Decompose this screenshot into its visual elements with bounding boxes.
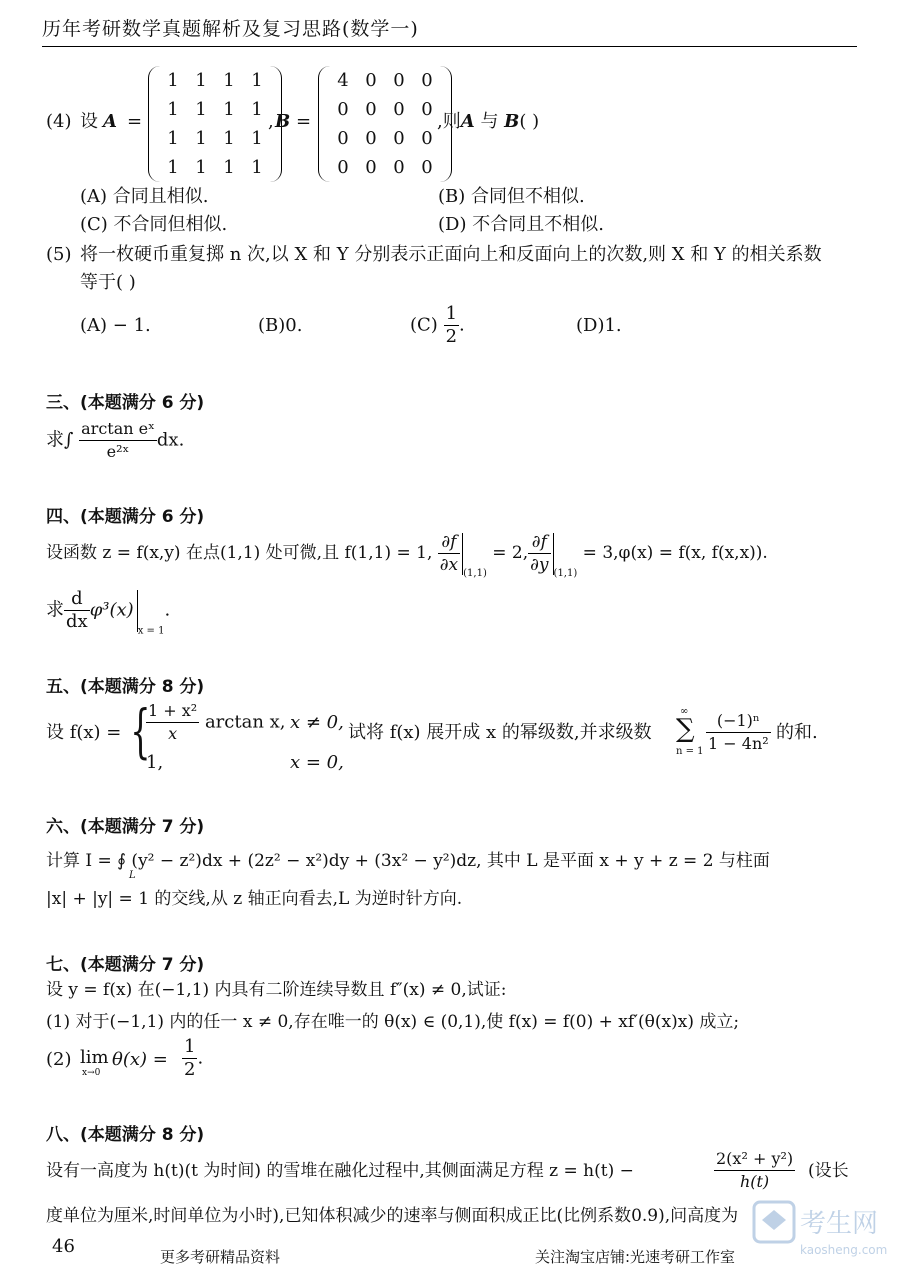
matrix-a-cell: 1	[167, 70, 179, 91]
section-5-sum-bottom: n = 1	[676, 746, 704, 757]
section-4-line2	[46, 588, 170, 643]
section-4-d-den: dx	[66, 611, 88, 632]
section-7-line3-end: .	[197, 1047, 204, 1069]
q4-option-b: (B) 合同但不相似.	[438, 186, 585, 207]
matrix-b-cell: 0	[365, 128, 377, 149]
q4-tail-pre: ,则	[437, 111, 461, 132]
matrix-a-cell: 1	[223, 157, 235, 178]
matrix-b-cell: 0	[393, 70, 405, 91]
section-5-case1-fraction	[146, 700, 199, 745]
q5-option-c-fraction	[444, 303, 459, 348]
section-4-line2-pre: 求	[46, 599, 64, 621]
header-rule	[42, 46, 857, 47]
matrix-b-cell: 0	[365, 99, 377, 120]
section-3-body	[46, 418, 184, 463]
matrix-a-cell: 1	[223, 128, 235, 149]
q4-matrix-a-name: A	[103, 111, 117, 132]
q5-option-c-label: (C)	[410, 314, 438, 336]
section-7-line2: (1) 对于(−1,1) 内的任一 x ≠ 0,存在唯一的 θ(x) ∈ (0,1),使 f(x) = f(0) + xf′(θ(x)x) 成立;	[46, 1012, 740, 1032]
matrix-b-cell: 0	[393, 157, 405, 178]
section-8-title: 八、(本题满分 8 分)	[46, 1125, 205, 1145]
q5-option-a: (A) − 1.	[80, 315, 151, 336]
section-4-partial-x-den: ∂x	[439, 555, 459, 575]
section-4-line2-mid: φ³(x)	[89, 599, 134, 621]
section-3-den: e²ˣ	[106, 442, 130, 461]
section-5-case1-cond: x ≠ 0,	[290, 712, 344, 733]
q4-tail-mid: 与	[480, 111, 499, 132]
section-8-frac-den: h(t)	[739, 1172, 770, 1191]
q4-comma: ,	[268, 111, 274, 132]
footer-left-text: 更多考研精品资料	[160, 1248, 281, 1266]
q5-option-d: (D)1.	[576, 315, 622, 336]
q5-option-c-num: 1	[445, 303, 458, 324]
section-7-title: 七、(本题满分 7 分)	[46, 955, 205, 975]
q5-text-line1: 将一枚硬币重复掷 n 次,以 X 和 Y 分别表示正面向上和反面向上的次数,则 X 和 Y 的相关系数	[80, 244, 822, 265]
q4-matrix-b-name: B	[275, 111, 291, 132]
section-3-title: 三、(本题满分 6 分)	[46, 393, 205, 413]
matrix-a-cell: 1	[195, 157, 207, 178]
section-4-sub1: (1,1)	[463, 568, 487, 579]
matrix-b-cell: 0	[421, 70, 433, 91]
q5-text-line2: 等于( )	[80, 272, 136, 293]
section-7-half	[182, 1036, 203, 1081]
matrix-a-cell: 1	[251, 99, 263, 120]
section-5-case2-val: 1,	[146, 752, 164, 773]
q5-option-c	[410, 303, 465, 348]
matrix-a-cell: 1	[251, 157, 263, 178]
q4-option-d: (D) 不合同且不相似.	[438, 214, 604, 235]
section-5-mid: 试将 f(x) 展开成 x 的幂级数,并求级数	[348, 722, 652, 743]
page-header-title: 历年考研数学真题解析及复习思路(数学一)	[42, 18, 419, 40]
q4-eq1: =	[127, 111, 143, 132]
matrix-b-cell: 0	[337, 128, 349, 149]
section-4-derivative	[64, 588, 90, 633]
matrix-b-cell: 0	[365, 70, 377, 91]
matrix-b	[318, 66, 452, 182]
matrix-a-cell: 1	[223, 70, 235, 91]
section-6-line1: 计算 I = ∮ (y² − z²)dx + (2z² − x²)dy + (3x² − y²)dz, 其中 L 是平面 x + y + z = 2 与柱面	[46, 851, 770, 871]
q5-option-b: (B)0.	[258, 315, 303, 336]
section-7-half-fraction	[182, 1036, 197, 1081]
page-number: 46	[52, 1236, 75, 1257]
watermark-logo	[752, 1196, 892, 1262]
watermark-text-cn: 考生网	[800, 1209, 879, 1239]
q5-number: (5)	[46, 244, 72, 265]
section-4-partial-x-num: ∂f	[438, 531, 460, 554]
matrix-a-cell: 1	[251, 70, 263, 91]
q4-tail	[437, 111, 539, 133]
section-4-line2-end: .	[164, 599, 171, 621]
section-5-case1	[146, 700, 286, 745]
q5-option-c-den: 2	[445, 326, 458, 347]
section-4-line1	[46, 531, 768, 585]
q4-number: (4)	[46, 111, 72, 132]
section-4-sub2: (1,1)	[553, 568, 578, 579]
matrix-a	[148, 66, 282, 182]
section-4-partial-y	[528, 531, 550, 576]
section-5-case1-num: 1 + x²	[146, 700, 199, 723]
q4-option-a: (A) 合同且相似.	[80, 186, 209, 207]
section-4-title: 四、(本题满分 6 分)	[46, 507, 205, 527]
q4-intro: 设	[80, 111, 98, 132]
section-7-lim-sub: x→0	[82, 1068, 101, 1078]
matrix-b-cell: 0	[393, 99, 405, 120]
section-8-fraction-wrap	[714, 1148, 795, 1193]
matrix-a-cell: 1	[167, 99, 179, 120]
matrix-a-cell: 1	[251, 128, 263, 149]
section-5-series-fraction	[706, 710, 771, 755]
matrix-b-cell: 0	[421, 157, 433, 178]
section-8-frac-num: 2(x² + y²)	[714, 1148, 795, 1171]
footer-right-text: 关注淘宝店铺:光速考研工作室	[535, 1248, 736, 1266]
section-3-integral: 求∫	[46, 429, 74, 451]
section-7-line3-pre: (2)	[46, 1049, 72, 1070]
q4-tail-end: ( )	[519, 111, 540, 132]
section-8-line1-pre: 设有一高度为 h(t)(t 为时间) 的雪堆在融化过程中,其侧面满足方程 z = h(t) −	[46, 1161, 634, 1181]
section-5-series-num: (−1)ⁿ	[706, 710, 771, 733]
q4-tail-a: A	[460, 111, 475, 132]
q4-tail-b: B	[504, 111, 520, 132]
section-4-sub3: x = 1	[137, 625, 165, 637]
section-8-line2: 度单位为厘米,时间单位为小时),已知体积减少的速率与侧面积成正比(比例系数0.9),问高度为	[46, 1206, 739, 1226]
matrix-b-cell: 0	[421, 128, 433, 149]
section-6-title: 六、(本题满分 7 分)	[46, 817, 205, 837]
section-7-lim: lim	[80, 1047, 109, 1068]
section-4-partial-y-den: ∂y	[530, 555, 549, 575]
matrix-a-cell: 1	[167, 128, 179, 149]
section-4-line1-c: = 3,φ(x) = f(x, f(x,x)).	[582, 543, 768, 563]
section-5-sum-top: ∞	[680, 706, 689, 717]
section-8-line1-end: (设长	[808, 1161, 849, 1181]
matrix-a-cell: 1	[195, 70, 207, 91]
matrix-b-cell: 0	[337, 157, 349, 178]
section-3-post: dx.	[156, 429, 185, 451]
matrix-b-cell: 0	[393, 128, 405, 149]
matrix-b-cell: 4	[337, 70, 349, 91]
section-4-partial-x	[438, 531, 460, 576]
section-7-line1: 设 y = f(x) 在(−1,1) 内具有二阶连续导数且 f″(x) ≠ 0,试证:	[46, 980, 507, 1000]
matrix-a-cell: 1	[195, 128, 207, 149]
section-5-title: 五、(本题满分 8 分)	[46, 677, 205, 697]
section-6-line2: |x| + |y| = 1 的交线,从 z 轴正向看去,L 为逆时针方向.	[46, 889, 463, 909]
section-7-half-den: 2	[184, 1059, 196, 1080]
section-7-half-num: 1	[184, 1036, 196, 1057]
matrix-a-cell: 1	[167, 157, 179, 178]
section-5-brace: {	[130, 697, 151, 765]
q5-option-c-post: .	[459, 314, 465, 336]
section-3-fraction	[79, 418, 157, 463]
section-3-num: arctan eˣ	[79, 418, 157, 441]
section-5-case1-den: x	[168, 724, 178, 743]
section-5-series	[706, 710, 771, 755]
section-4-d-num: d	[64, 588, 90, 611]
section-5-pre: 设 f(x) =	[46, 722, 122, 743]
section-5-case2-cond: x = 0,	[290, 752, 344, 773]
watermark-text-en: kaosheng.com	[800, 1243, 888, 1257]
section-5-case1-rest: arctan x,	[204, 711, 286, 733]
section-4-line1-a: 设函数 z = f(x,y) 在点(1,1) 处可微,且 f(1,1) = 1,	[46, 543, 433, 563]
section-6-sub-l: L	[129, 870, 136, 881]
matrix-b-cell: 0	[421, 99, 433, 120]
section-4-line1-b: = 2,	[492, 543, 529, 563]
matrix-a-cell: 1	[195, 99, 207, 120]
matrix-a-cell: 1	[223, 99, 235, 120]
section-4-partial-y-num: ∂f	[528, 531, 550, 554]
q4-eq2: =	[296, 111, 312, 132]
section-5-series-den: 1 − 4n²	[708, 734, 769, 753]
q4-option-c: (C) 不合同但相似.	[80, 214, 228, 235]
matrix-b-cell: 0	[337, 99, 349, 120]
section-8-fraction	[714, 1148, 795, 1193]
matrix-b-cell: 0	[365, 157, 377, 178]
section-5-end: 的和.	[776, 722, 818, 743]
section-7-line3-mid: θ(x) =	[112, 1049, 168, 1070]
section-5-sum-symbol: ∑	[676, 714, 695, 744]
